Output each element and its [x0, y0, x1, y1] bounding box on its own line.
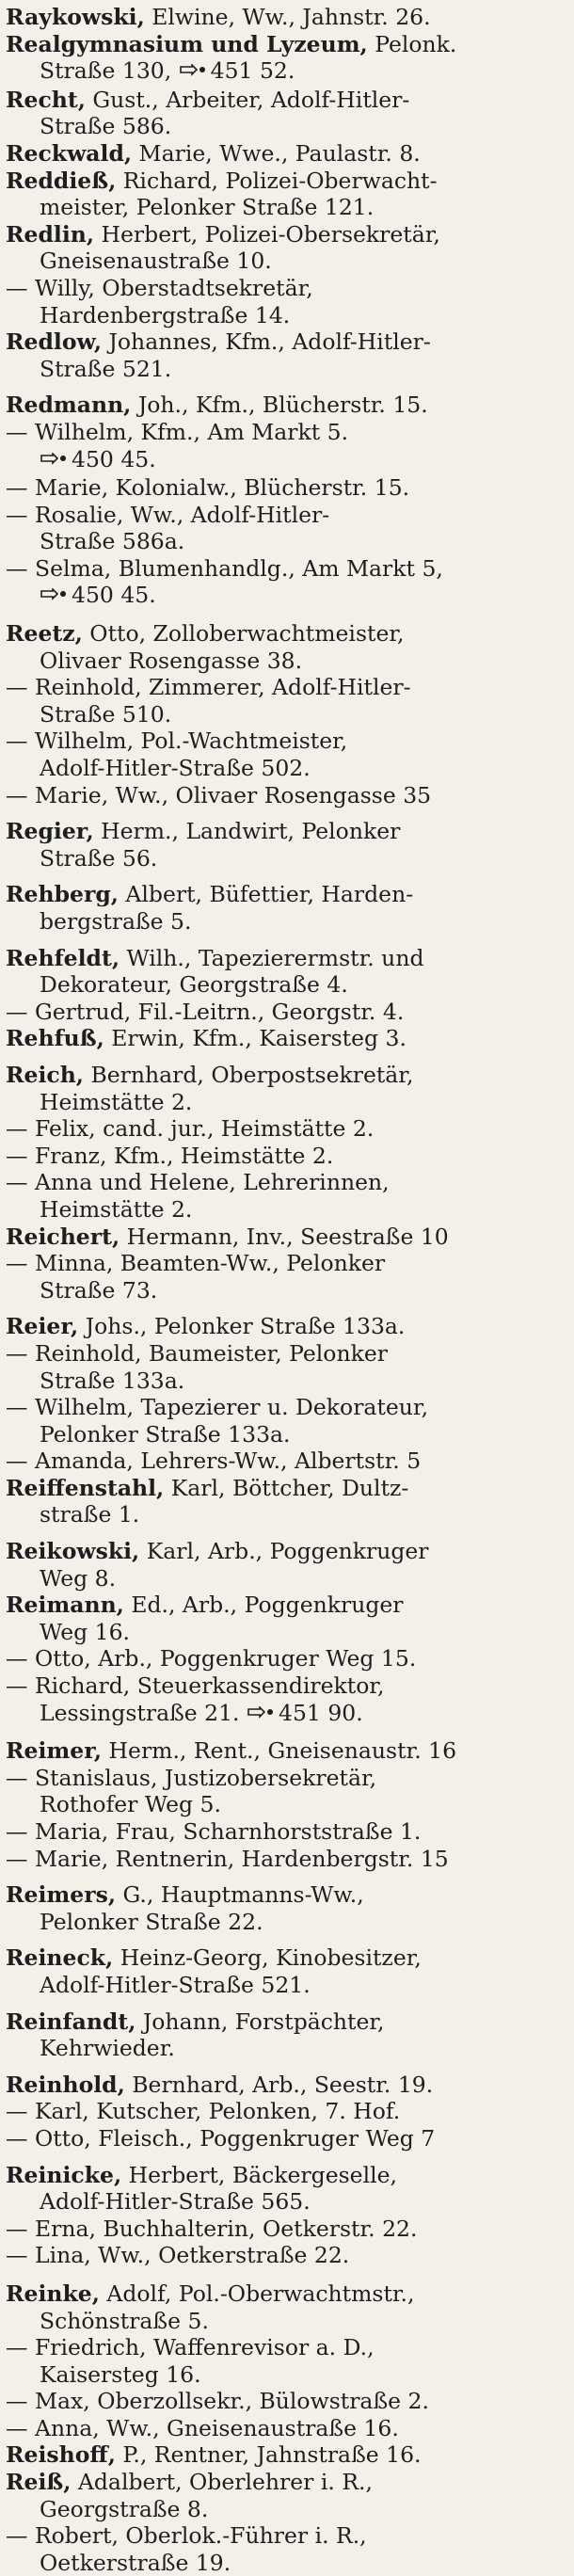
entry-text: Wilh., Tapezierermstr. und	[120, 944, 424, 971]
entry-line	[6, 1765, 565, 1792]
entry-text: Straße 73.	[40, 1276, 158, 1304]
entry-text: Schönstraße 5.	[40, 2307, 209, 2334]
entry-text: Adolf-Hitler-Straße 521.	[40, 1971, 311, 1998]
surname: Reimer,	[6, 1737, 103, 1765]
surname: Rehfeldt,	[6, 944, 120, 971]
surname: Reishoff,	[6, 2441, 116, 2469]
entry-line	[6, 620, 565, 648]
surname: Redlin,	[6, 220, 95, 248]
entry-line	[6, 1025, 565, 1052]
entry-text: Pelonker Straße 133a.	[40, 1420, 291, 1448]
directory-entry	[6, 1313, 565, 1475]
entry-line	[6, 2280, 565, 2308]
entry-text: Albert, Büfettier, Harden-	[118, 881, 414, 908]
directory-entry	[6, 221, 565, 328]
entry-line	[6, 2441, 565, 2469]
entry-line	[6, 1972, 565, 1999]
entry-line	[6, 1062, 565, 1089]
directory-entry	[6, 1475, 565, 1528]
surname: Reinhold,	[6, 2071, 125, 2098]
entry-line	[6, 1313, 565, 1340]
entry-text: Adalbert, Oberlehrer i. R.,	[71, 2469, 373, 2496]
entry-text: Straße 586a.	[40, 528, 185, 555]
surname: Reddieß,	[6, 167, 117, 194]
entry-text: Otto, Zolloberwachtmeister,	[82, 620, 405, 648]
telephone-icon	[247, 1702, 275, 1729]
entry-text: — Wilhelm, Pol.-Wachtmeister,	[6, 728, 348, 755]
entry-text: Ed., Arb., Poggenkruger	[123, 1592, 404, 1619]
surname: Reier,	[6, 1313, 79, 1340]
entry-line	[6, 140, 565, 168]
entry-line	[6, 2125, 565, 2152]
entry-text: Adolf, Pol.-Oberwachtmstr.,	[99, 2280, 415, 2307]
entry-text: — Friedrich, Waffenrevisor a. D.,	[6, 2334, 375, 2361]
entry-line	[6, 2496, 565, 2523]
surname: Reckwald,	[6, 139, 133, 167]
entry-line	[6, 1340, 565, 1368]
entry-line	[6, 1368, 565, 1395]
entry-line	[6, 2550, 565, 2576]
entry-text: Straße 510.	[40, 700, 172, 728]
entry-text: Marie, Wwe., Paulastr. 8.	[132, 139, 421, 167]
entry-text: — Selma, Blumenhandlg., Am Markt 5,	[6, 554, 443, 582]
entry-line	[6, 999, 565, 1026]
entry-text: Pelonk.	[367, 30, 457, 57]
entry-text: Hermann, Inv., Seestraße 10	[120, 1223, 449, 1250]
directory-entry	[6, 1944, 565, 1998]
entry-text: Herm., Rent., Gneisenaustr. 16	[102, 1737, 457, 1765]
entry-text: Joh., Kfm., Blücherstr. 15.	[131, 392, 428, 419]
entry-line	[6, 1881, 565, 1909]
directory-entry	[6, 2162, 565, 2269]
entry-line	[6, 2469, 565, 2496]
entry-text: Heimstätte 2.	[40, 1088, 193, 1115]
entry-text: — Anna und Helene, Lehrerinnen,	[6, 1169, 390, 1196]
entry-text: — Otto, Arb., Poggenkruger Weg 15.	[6, 1645, 417, 1672]
entry-text: Straße 133a.	[40, 1367, 185, 1394]
directory-entry	[6, 1737, 565, 1872]
entry-line	[6, 474, 565, 502]
entry-text: — Gertrud, Fil.-Leitrn., Georgstr. 4.	[6, 998, 405, 1025]
surname: Recht,	[6, 86, 86, 113]
entry-text: — Erna, Buchhalterin, Oetkerstr. 22.	[6, 2215, 418, 2242]
entry-line	[6, 446, 565, 475]
entry-line	[6, 881, 565, 908]
entry-line	[6, 1619, 565, 1646]
entry-text: — Felix, cand. jur., Heimstätte 2.	[6, 1115, 375, 1143]
surname: Reich,	[6, 1061, 84, 1088]
entry-text: — Maria, Frau, Scharnhorststraße 1.	[6, 1818, 422, 1845]
directory-entry	[6, 2280, 565, 2442]
entry-text: bergstraße 5.	[40, 908, 192, 935]
entry-line	[6, 1645, 565, 1672]
surname: Reetz,	[6, 620, 83, 648]
entry-line	[6, 1224, 565, 1251]
entry-text: Kaisersteg 16.	[40, 2360, 201, 2388]
entry-text: — Reinhold, Baumeister, Pelonker	[6, 1339, 388, 1367]
directory-entry	[6, 392, 565, 611]
directory-entry	[6, 140, 565, 168]
entry-text: — Karl, Kutscher, Pelonken, 7. Hof.	[6, 2098, 401, 2125]
entry-text: P., Rentner, Jahnstraße 16.	[115, 2441, 422, 2469]
directory-entry	[6, 2469, 565, 2576]
entry-line	[6, 57, 565, 87]
entry-text: — Otto, Fleisch., Poggenkruger Weg 7	[6, 2124, 436, 2152]
directory-entry	[6, 1224, 565, 1304]
entry-line	[6, 674, 565, 701]
entry-line	[6, 2188, 565, 2216]
entry-text: Weg 16.	[40, 1618, 131, 1645]
entry-text: — Franz, Kfm., Heimstätte 2.	[6, 1142, 334, 1169]
entry-line	[6, 1944, 565, 1972]
entry-line	[6, 528, 565, 555]
entry-line	[6, 755, 565, 782]
entry-text: — Robert, Oberlok.-Führer i. R.,	[6, 2522, 367, 2550]
entry-line	[6, 1538, 565, 1565]
phone-number: 451 90.	[279, 1699, 363, 1726]
entry-text: Hardenbergstraße 14.	[40, 301, 291, 328]
entry-line	[6, 4, 565, 31]
entry-line	[6, 1115, 565, 1143]
directory-entry	[6, 818, 565, 872]
directory-entry	[6, 1538, 565, 1592]
entry-text: Straße 130,	[40, 57, 179, 85]
entry-line	[6, 1250, 565, 1277]
entry-text: Bernhard, Arb., Seestr. 19.	[124, 2071, 434, 2098]
entry-line	[6, 728, 565, 755]
directory-entry	[6, 2008, 565, 2062]
entry-line	[6, 782, 565, 809]
telephone-icon	[40, 584, 68, 611]
entry-line	[6, 945, 565, 972]
entry-text: Bernhard, Oberpostsekretär,	[83, 1061, 414, 1088]
entry-text: — Max, Oberzollsekr., Bülowstraße 2.	[6, 2388, 429, 2415]
entry-text: — Wilhelm, Tapezierer u. Dekorateur,	[6, 1394, 429, 1421]
directory-entry	[6, 945, 565, 1026]
directory-entry	[6, 1881, 565, 1935]
entry-text: Rothofer Weg 5.	[40, 1791, 221, 1818]
directory-entry	[6, 1062, 565, 1224]
entry-line	[6, 194, 565, 221]
directory-entry	[6, 2072, 565, 2152]
entry-line	[6, 845, 565, 872]
directory-entry	[6, 31, 565, 87]
entry-line	[6, 1196, 565, 1224]
entry-text: meister, Pelonker Straße 121.	[40, 194, 375, 221]
entry-line	[6, 168, 565, 195]
entry-text: G., Hauptmanns-Ww.,	[116, 1881, 364, 1909]
entry-line	[6, 2216, 565, 2243]
entry-text: Johann, Forstpächter,	[136, 2008, 385, 2035]
surname: Reinke,	[6, 2280, 100, 2307]
entry-line	[6, 1791, 565, 1818]
entry-text: straße 1.	[40, 1501, 140, 1528]
entry-line	[6, 248, 565, 275]
entry-text: Herbert, Polizei-Obersekretär,	[94, 220, 440, 248]
entry-text: — Rosalie, Ww., Adolf-Hitler-	[6, 501, 330, 528]
entry-text: Straße 586.	[40, 113, 172, 140]
directory-entry	[6, 2441, 565, 2469]
entry-text: Lessingstraße 21.	[40, 1699, 247, 1726]
entry-text: Johs., Pelonker Straße 133a.	[78, 1313, 406, 1340]
entry-text: — Lina, Ww., Oetkerstraße 22.	[6, 2242, 350, 2269]
surname: Reikowski,	[6, 1538, 140, 1565]
phone-number: 451 52.	[210, 57, 295, 85]
entry-text: Kehrwieder.	[40, 2035, 175, 2062]
entry-text: — Richard, Steuerkassendirektor,	[6, 1672, 385, 1700]
entry-line	[6, 1421, 565, 1448]
entry-text: — Marie, Kolonialw., Blücherstr. 15.	[6, 474, 410, 502]
entry-line	[6, 502, 565, 529]
directory-entry	[6, 1592, 565, 1728]
entry-text: Weg 8.	[40, 1564, 117, 1592]
directory-entry	[6, 4, 565, 31]
surname: Reinfandt,	[6, 2008, 136, 2035]
entry-line	[6, 582, 565, 611]
directory-entry	[6, 881, 565, 935]
entry-line	[6, 356, 565, 383]
entry-text: — Marie, Ww., Olivaer Rosengasse 35	[6, 781, 432, 808]
entry-text: Erwin, Kfm., Kaisersteg 3.	[104, 1025, 407, 1052]
directory-entry	[6, 168, 565, 221]
entry-text: Herm., Landwirt, Pelonker	[93, 818, 401, 845]
phone-number: 450 45.	[72, 445, 156, 472]
entry-line	[6, 113, 565, 140]
entry-text: Georgstraße 8.	[40, 2495, 209, 2522]
entry-line	[6, 818, 565, 845]
surname: Realgymnasium und Lyzeum,	[6, 30, 368, 57]
entry-line	[6, 971, 565, 999]
entry-line	[6, 31, 565, 58]
entry-text: Dekorateur, Georgstraße 4.	[40, 971, 348, 999]
entry-line	[6, 2388, 565, 2415]
entry-text: Pelonker Straße 22.	[40, 1908, 263, 1935]
entry-text: — Minna, Beamten-Ww., Pelonker	[6, 1250, 386, 1277]
surname: Raykowski,	[6, 4, 145, 30]
entry-line	[6, 1501, 565, 1528]
entry-text: — Willy, Oberstadtsekretär,	[6, 274, 313, 301]
entry-line	[6, 1846, 565, 1873]
surname: Redmann,	[6, 392, 132, 419]
entry-line	[6, 87, 565, 114]
entry-line	[6, 2242, 565, 2269]
directory-entry	[6, 87, 565, 140]
directory-entry	[6, 1025, 565, 1052]
entry-text: Johannes, Kfm., Adolf-Hitler-	[102, 328, 431, 356]
surname: Redlow,	[6, 328, 103, 356]
entry-text: — Anna, Ww., Gneisenaustraße 16.	[6, 2414, 399, 2441]
telephone-icon	[179, 59, 207, 87]
entry-line	[6, 2334, 565, 2361]
entry-text: — Reinhold, Zimmerer, Adolf-Hitler-	[6, 674, 411, 701]
surname: Reineck,	[6, 1944, 114, 1972]
phone-number: 450 45.	[72, 582, 156, 609]
entry-text: Gneisenaustraße 10.	[40, 248, 272, 275]
surname: Reimann,	[6, 1592, 124, 1619]
entry-line	[6, 1089, 565, 1116]
entry-line	[6, 2361, 565, 2389]
entry-line	[6, 2522, 565, 2550]
surname: Reinicke,	[6, 2161, 122, 2188]
entry-text: Herbert, Bäckergeselle,	[121, 2161, 397, 2188]
surname: Regier,	[6, 818, 94, 845]
entry-line	[6, 2098, 565, 2125]
entry-text: Oetkerstraße 19.	[40, 2549, 231, 2576]
entry-text: Straße 56.	[40, 844, 158, 872]
entry-line	[6, 1737, 565, 1765]
entry-text: Karl, Böttcher, Dultz-	[164, 1474, 409, 1501]
entry-text: Adolf-Hitler-Straße 502.	[40, 755, 311, 782]
entry-line	[6, 1700, 565, 1729]
telephone-icon	[40, 448, 68, 475]
entry-text: Richard, Polizei-Oberwacht-	[116, 167, 438, 194]
entry-line	[6, 2308, 565, 2335]
entry-text: — Amanda, Lehrers-Ww., Albertstr. 5	[6, 1448, 422, 1475]
directory-entry	[6, 328, 565, 382]
directory-entry	[6, 620, 565, 808]
entry-line	[6, 1818, 565, 1846]
entry-line	[6, 1394, 565, 1421]
entry-text: Olivaer Rosengasse 38.	[40, 647, 303, 674]
entry-line	[6, 1448, 565, 1475]
entry-line	[6, 648, 565, 675]
entry-line	[6, 2162, 565, 2189]
entry-line	[6, 1909, 565, 1936]
surname: Reichert,	[6, 1223, 120, 1250]
entry-line	[6, 908, 565, 936]
entry-text: Straße 521.	[40, 355, 172, 382]
entry-line	[6, 302, 565, 329]
entry-text: — Stanislaus, Justizobersekretär,	[6, 1764, 377, 1791]
entry-line	[6, 1277, 565, 1304]
entry-line	[6, 2072, 565, 2099]
entry-line	[6, 392, 565, 419]
surname: Reiffenstahl,	[6, 1474, 165, 1501]
entry-line	[6, 2035, 565, 2062]
entry-text: Gust., Arbeiter, Adolf-Hitler-	[85, 86, 410, 113]
entry-line	[6, 221, 565, 248]
entry-line	[6, 1169, 565, 1196]
surname: Reimers,	[6, 1881, 117, 1909]
entry-line	[6, 1475, 565, 1502]
entry-text: Heinz-Georg, Kinobesitzer,	[113, 1944, 422, 1972]
entry-line	[6, 1565, 565, 1592]
entry-line	[6, 2415, 565, 2442]
entry-line	[6, 555, 565, 583]
entry-line	[6, 1143, 565, 1170]
entry-line	[6, 2008, 565, 2036]
surname: Reiß,	[6, 2469, 72, 2496]
surname: Rehberg,	[6, 881, 119, 908]
entry-line	[6, 275, 565, 302]
entry-line	[6, 328, 565, 356]
entry-text: Heimstätte 2.	[40, 1195, 193, 1223]
surname: Rehfuß,	[6, 1025, 104, 1052]
entry-line	[6, 1592, 565, 1619]
entry-text: — Marie, Rentnerin, Hardenbergstr. 15	[6, 1845, 449, 1872]
entry-line	[6, 701, 565, 728]
entry-text: Adolf-Hitler-Straße 565.	[40, 2188, 311, 2216]
entry-text: Karl, Arb., Poggenkruger	[139, 1538, 429, 1565]
entry-text: Elwine, Ww., Jahnstr. 26.	[144, 4, 431, 30]
entry-text: — Wilhelm, Kfm., Am Markt 5.	[6, 418, 349, 445]
entry-line	[6, 419, 565, 446]
entry-line	[6, 1672, 565, 1700]
